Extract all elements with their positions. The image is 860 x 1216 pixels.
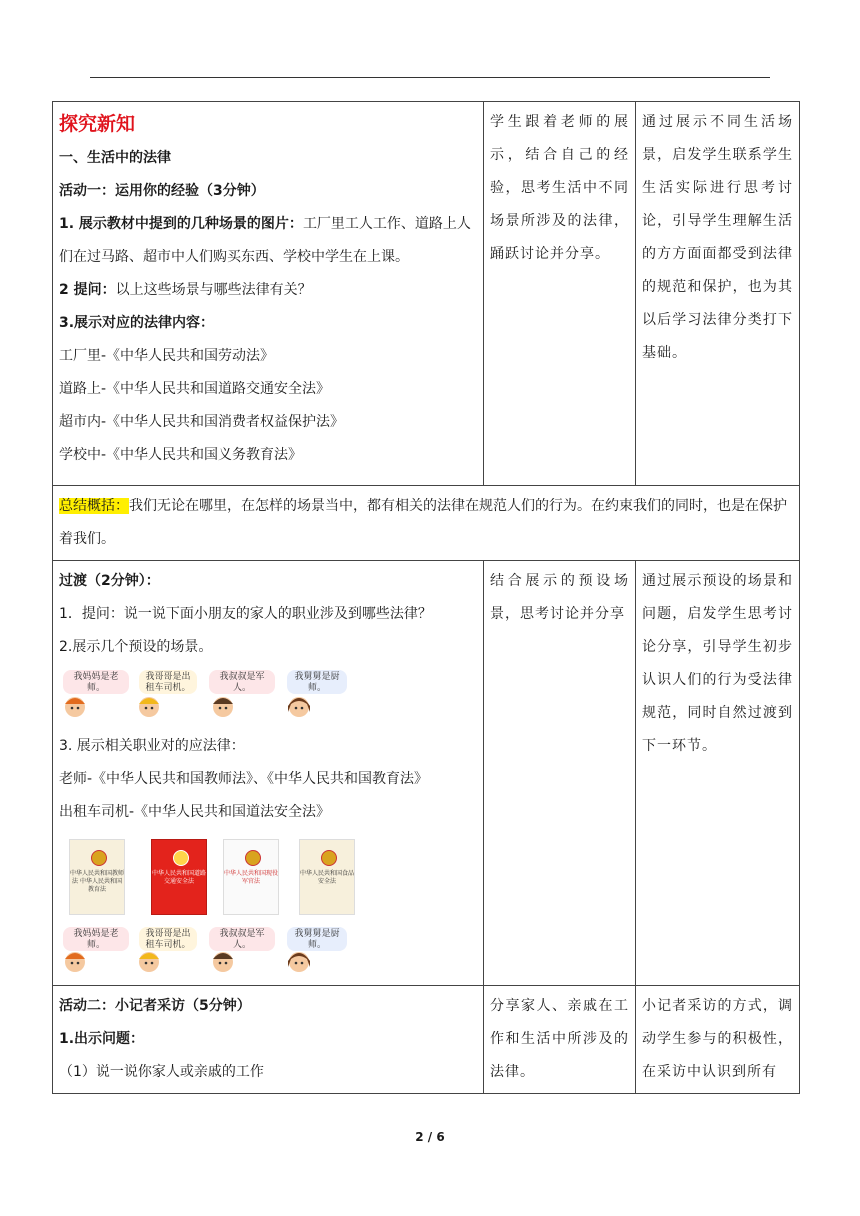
national-emblem-icon xyxy=(245,850,261,866)
child-avatar-icon xyxy=(285,947,313,975)
child-avatar-icon xyxy=(61,692,89,720)
summary-label: 总结概括： xyxy=(59,498,129,514)
activity-title: 过渡（2分钟）： xyxy=(59,573,160,589)
design-purpose-cell: 通过展示不同生活场景，启发学生联系学生生活实际进行思考讨论，引导学生理解生活的方方面面都受到法律的规范和保护，也为其以后学习法律分类打下基础。 xyxy=(636,102,800,486)
activity-title: 活动一：运用你的经验（3分钟） xyxy=(59,183,265,199)
child-avatar-icon xyxy=(61,947,89,975)
book-cover xyxy=(299,839,355,915)
scene-illustration xyxy=(59,923,477,981)
student-activity-cell: 学生跟着老师的展示，结合自己的经验，思考生活中不同场景所涉及的法律，踊跃讨论并分享。 xyxy=(484,102,636,486)
question-2: 2.展示几个预设的场景。 xyxy=(59,639,213,655)
design-purpose-cell: 小记者采访的方式，调动学生参与的积极性，在采访中认识到所有 xyxy=(636,986,800,1094)
page-number: 2 / 6 xyxy=(415,1130,445,1144)
summary-text: 我们无论在哪里，在怎样的场景当中，都有相关的法律在规范人们的行为。在约束我们的同时，也是在保护着我们。 xyxy=(59,498,787,547)
book-title: 中华人民共和国道路交通安全法 xyxy=(152,870,207,885)
step-1 xyxy=(59,208,477,274)
speech-bubble: 我哥哥是出租车司机。 xyxy=(139,927,197,951)
national-emblem-icon xyxy=(91,850,107,866)
book-title: 中华人民共和国教师法 中华人民共和国教育法 xyxy=(70,870,125,893)
law-item: 道路上-《中华人民共和国道路交通安全法》 xyxy=(59,381,331,397)
step-2 xyxy=(59,274,477,307)
book-cover xyxy=(223,839,279,915)
speech-bubble: 我叔叔是军人。 xyxy=(209,670,275,694)
law-item: 超市内-《中华人民共和国消费者权益保护法》 xyxy=(59,414,345,430)
lesson-plan-table xyxy=(52,101,800,1094)
student-activity-cell: 结合展示的预设场景，思考讨论并分享 xyxy=(484,561,636,986)
book-cover xyxy=(151,839,207,915)
student-activity-cell: 分享家人、亲戚在工作和生活中所涉及的法律。 xyxy=(484,986,636,1094)
step-3: 3.展示对应的法律内容： xyxy=(59,315,215,331)
step-1: 1.出示问题： xyxy=(59,1031,145,1047)
speech-bubble: 我舅舅是厨师。 xyxy=(287,927,347,951)
law-book-covers xyxy=(59,839,477,923)
step-label: 1. 展示教材中提到的几种场景的图片： xyxy=(59,216,303,232)
teacher-activity-cell xyxy=(53,561,484,986)
law-item: 出租车司机-《中华人民共和国道法安全法》 xyxy=(59,804,331,820)
national-emblem-icon xyxy=(173,850,189,866)
speech-bubble: 我妈妈是老师。 xyxy=(63,927,129,951)
summary-cell xyxy=(53,486,800,561)
speech-bubble: 我哥哥是出租车司机。 xyxy=(139,670,197,694)
step-text: 以上这些场景与哪些法律有关？ xyxy=(115,282,312,298)
subsection-title: 一、生活中的法律 xyxy=(59,150,171,166)
table-row xyxy=(53,102,800,486)
teacher-activity-cell xyxy=(53,102,484,486)
table-row xyxy=(53,561,800,986)
speech-bubble: 我舅舅是厨师。 xyxy=(287,670,347,694)
teacher-activity-cell xyxy=(53,986,484,1094)
step-label: 2 提问： xyxy=(59,282,116,298)
question-1: （1）说一说你家人或亲戚的工作 xyxy=(59,1064,264,1080)
table-row xyxy=(53,986,800,1094)
law-item: 工厂里-《中华人民共和国劳动法》 xyxy=(59,348,275,364)
book-cover xyxy=(69,839,125,915)
book-title: 中华人民共和国食品安全法 xyxy=(300,870,355,885)
design-purpose-cell: 通过展示预设的场景和问题，启发学生思考讨论分享，引导学生初步认识人们的行为受法律规范，同时自然过渡到下一环节。 xyxy=(636,561,800,986)
law-item: 老师-《中华人民共和国教师法》、《中华人民共和国教育法》 xyxy=(59,771,429,787)
activity-title: 活动二：小记者采访（5分钟） xyxy=(59,998,251,1014)
child-avatar-icon xyxy=(135,692,163,720)
header-rule xyxy=(90,77,770,78)
child-avatar-icon xyxy=(285,692,313,720)
child-avatar-icon xyxy=(209,947,237,975)
table-row xyxy=(53,486,800,561)
speech-bubble: 我叔叔是军人。 xyxy=(209,927,275,951)
law-item: 学校中-《中华人民共和国义务教育法》 xyxy=(59,447,303,463)
child-avatar-icon xyxy=(135,947,163,975)
scene-illustration xyxy=(59,666,477,726)
child-avatar-icon xyxy=(209,692,237,720)
question-1: 1．提问：说一说下面小朋友的家人的职业涉及到哪些法律？ xyxy=(59,606,432,622)
book-title: 中华人民共和国现役军官法 xyxy=(224,870,279,885)
step-text: 工厂里工人工作、道路上人们在过马路、超市中人们购买东西、学校中学生在上课。 xyxy=(59,216,471,265)
speech-bubble: 我妈妈是老师。 xyxy=(63,670,129,694)
question-3: 3. 展示相关职业对的应法律： xyxy=(59,738,245,754)
national-emblem-icon xyxy=(321,850,337,866)
section-title: 探究新知 xyxy=(59,113,136,135)
